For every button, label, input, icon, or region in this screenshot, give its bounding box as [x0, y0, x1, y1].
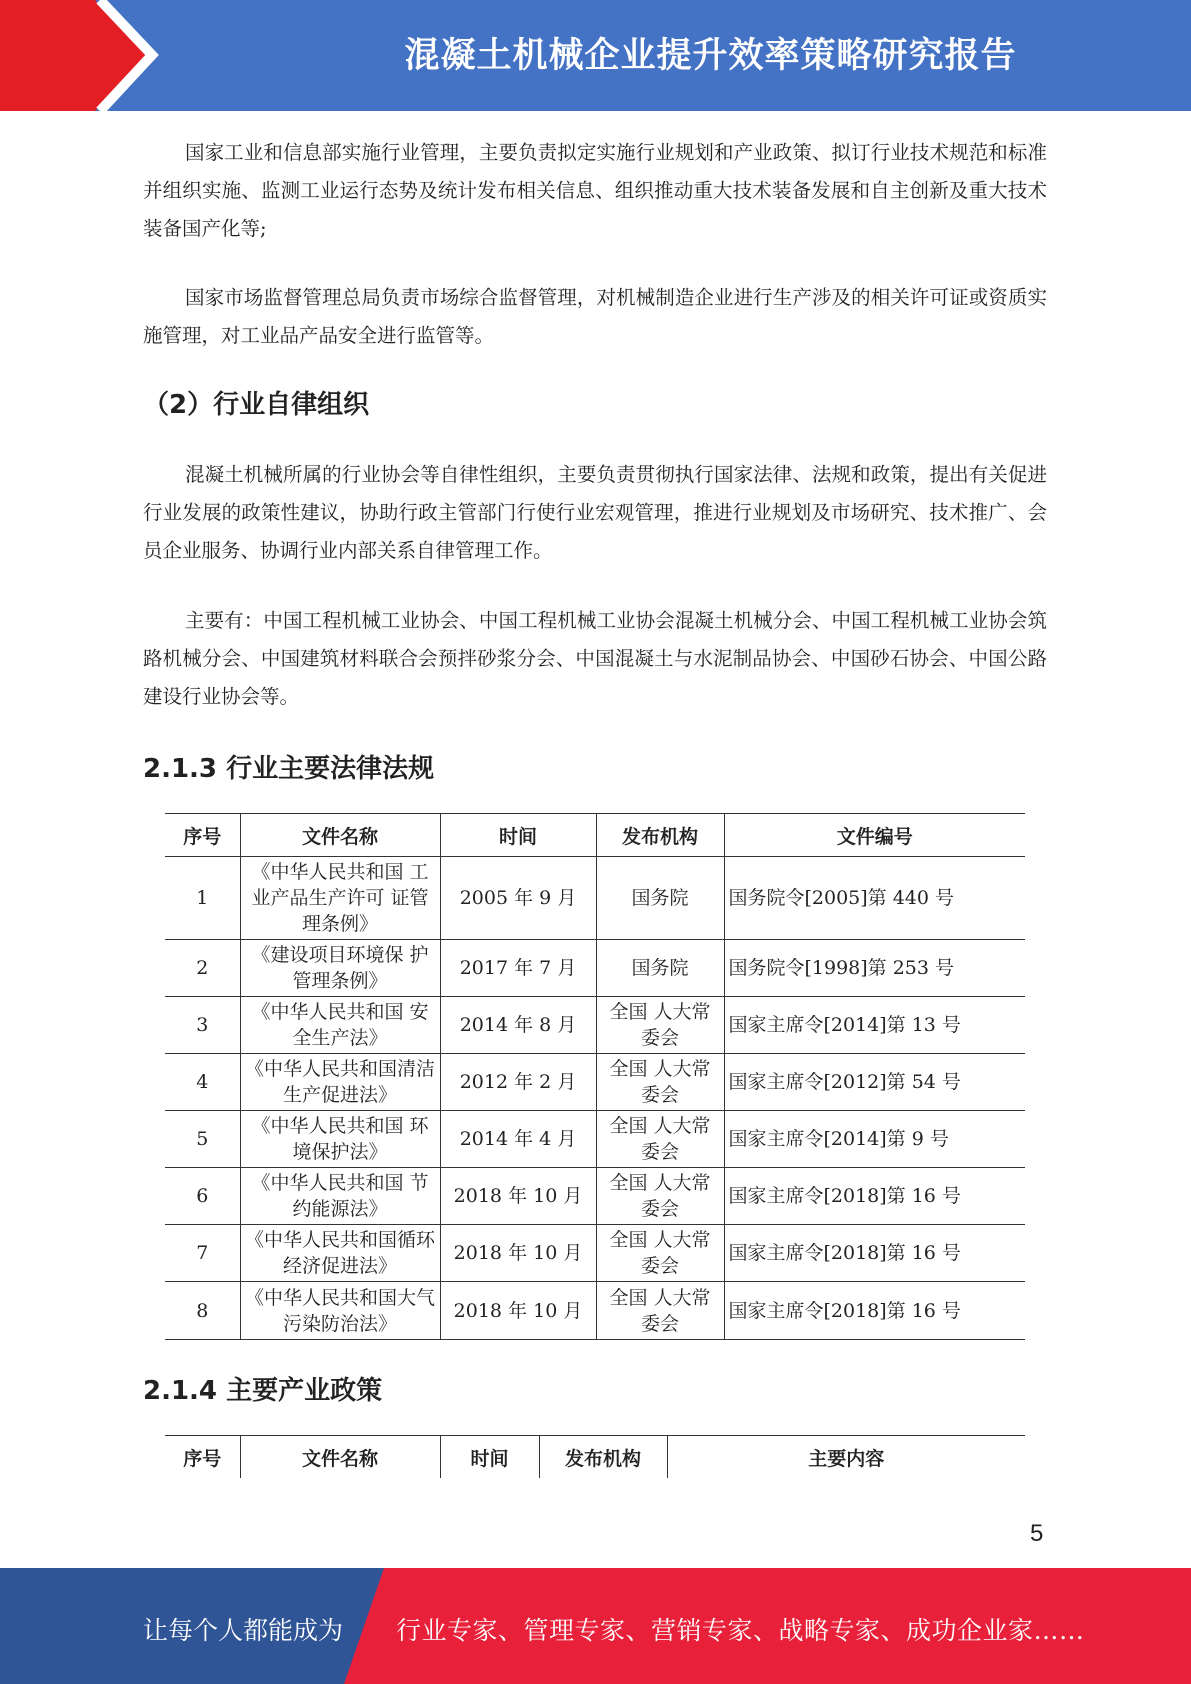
- row-index: 7: [165, 1225, 240, 1282]
- row-index: 8: [165, 1282, 240, 1340]
- section-heading-self-regulation: （2）行业自律组织: [143, 390, 370, 420]
- document-date: 2005 年 9 月: [440, 857, 596, 940]
- column-header: 文件名称: [240, 814, 440, 857]
- document-date: 2017 年 7 月: [440, 940, 596, 997]
- document-name: 《中华人民共和国循环经济促进法》: [240, 1225, 440, 1282]
- document-name: 《中华人民共和国 安全生产法》: [240, 997, 440, 1054]
- document-name: 《中华人民共和国大气污染防治法》: [240, 1282, 440, 1340]
- document-name: 《中华人民共和国 环境保护法》: [240, 1111, 440, 1168]
- document-date: 2014 年 8 月: [440, 997, 596, 1054]
- document-name: 《中华人民共和国清洁生产促进法》: [240, 1054, 440, 1111]
- document-number: 国家主席令[2018]第 16 号: [724, 1225, 1025, 1282]
- document-number: 国家主席令[2012]第 54 号: [724, 1054, 1025, 1111]
- document-date: 2012 年 2 月: [440, 1054, 596, 1111]
- column-header: 时间: [440, 814, 596, 857]
- column-header: 文件名称: [240, 1436, 440, 1479]
- issuing-body: 全国 人大常委会: [596, 1225, 724, 1282]
- column-header: 序号: [183, 1447, 222, 1470]
- row-index: 2: [165, 940, 240, 997]
- section-heading-policies: 2.1.4 主要产业政策: [143, 1376, 383, 1406]
- table-row: [165, 1282, 1025, 1340]
- document-number: 国家主席令[2014]第 9 号: [724, 1111, 1025, 1168]
- document-date: 2018 年 10 月: [440, 1225, 596, 1282]
- document-name: 《中华人民共和国 节约能源法》: [240, 1168, 440, 1225]
- page-header: [0, 0, 1191, 111]
- row-index: 4: [165, 1054, 240, 1111]
- issuing-body: 全国 人大常委会: [596, 1168, 724, 1225]
- column-header: 时间: [440, 1436, 539, 1479]
- footer-slogan-left: 让每个人都能成为: [143, 1616, 344, 1645]
- document-number: 国家主席令[2018]第 16 号: [724, 1282, 1025, 1340]
- document-number: 国务院令[2005]第 440 号: [724, 857, 1025, 940]
- laws-table-header: [165, 814, 1025, 857]
- row-index: 6: [165, 1168, 240, 1225]
- table-row: [165, 1054, 1025, 1111]
- table-row: [165, 1225, 1025, 1282]
- issuing-body: 国务院: [596, 857, 724, 940]
- document-date: 2014 年 4 月: [440, 1111, 596, 1168]
- document-number: 国家主席令[2018]第 16 号: [724, 1168, 1025, 1225]
- laws-table: [165, 813, 1025, 1340]
- table-row: [165, 1168, 1025, 1225]
- issuing-body: 全国 人大常委会: [596, 1111, 724, 1168]
- document-name: 《建设项目环境保 护管理条例》: [240, 940, 440, 997]
- row-index: 3: [165, 997, 240, 1054]
- footer-slogan-right: 行业专家、管理专家、营销专家、战略专家、成功企业家……: [396, 1616, 1085, 1645]
- policies-table: [165, 1435, 1025, 1478]
- issuing-body: 国务院: [596, 940, 724, 997]
- document-date: 2018 年 10 月: [440, 1168, 596, 1225]
- document-number: 国家主席令[2014]第 13 号: [724, 997, 1025, 1054]
- row-index: 5: [165, 1111, 240, 1168]
- issuing-body: 全国 人大常委会: [596, 1282, 724, 1340]
- table-row: [165, 857, 1025, 940]
- paragraph-samr: 国家市场监督管理总局负责市场综合监督管理，对机械制造企业进行生产涉及的相关许可证或资质实施管理，对工业品产品安全进行监管等。: [143, 286, 1047, 347]
- page-number: 5: [1030, 1520, 1044, 1547]
- row-index: 1: [165, 857, 240, 940]
- column-header: 序号: [165, 814, 240, 857]
- column-header: 发布机构: [596, 814, 724, 857]
- column-header: 文件编号: [724, 814, 1025, 857]
- table-row: [165, 1111, 1025, 1168]
- issuing-body: 全国 人大常委会: [596, 997, 724, 1054]
- table-row: [165, 997, 1025, 1054]
- column-header: 发布机构: [539, 1436, 667, 1479]
- column-header: 主要内容: [667, 1436, 1025, 1479]
- policies-table-header: [165, 1436, 1025, 1479]
- document-date: 2018 年 10 月: [440, 1282, 596, 1340]
- document-number: 国务院令[1998]第 253 号: [724, 940, 1025, 997]
- paragraph-associations-role: 混凝土机械所属的行业协会等自律性组织，主要负责贯彻执行国家法律、法规和政策，提出有关促进行业发展的政策性建议，协助行政主管部门行使行业宏观管理，推进行业规划及市场研究、技术推广、会员企业服务、协调行业内部关系自律管理工作。: [143, 463, 1047, 562]
- section-heading-laws: 2.1.3 行业主要法律法规: [143, 754, 435, 784]
- page-footer: [0, 1568, 1191, 1684]
- report-title: 混凝土机械企业提升效率策略研究报告: [404, 36, 1017, 76]
- paragraph-associations-list: 主要有：中国工程机械工业协会、中国工程机械工业协会混凝土机械分会、中国工程机械工业协会筑路机械分会、中国建筑材料联合会预拌砂浆分会、中国混凝土与水泥制品协会、中国砂石协会、中国公路建设行业协会等。: [143, 609, 1047, 708]
- red-arrow-shape: [0, 0, 150, 111]
- issuing-body: 全国 人大常委会: [596, 1054, 724, 1111]
- paragraph-miit: 国家工业和信息部实施行业管理，主要负责拟定实施行业规划和产业政策、拟订行业技术规范和标准并组织实施、监测工业运行态势及统计发布相关信息、组织推动重大技术装备发展和自主创新及重大技术装备国产化等;: [143, 141, 1047, 240]
- document-name: 《中华人民共和国 工业产品生产许可 证管理条例》: [240, 857, 440, 940]
- table-row: [165, 940, 1025, 997]
